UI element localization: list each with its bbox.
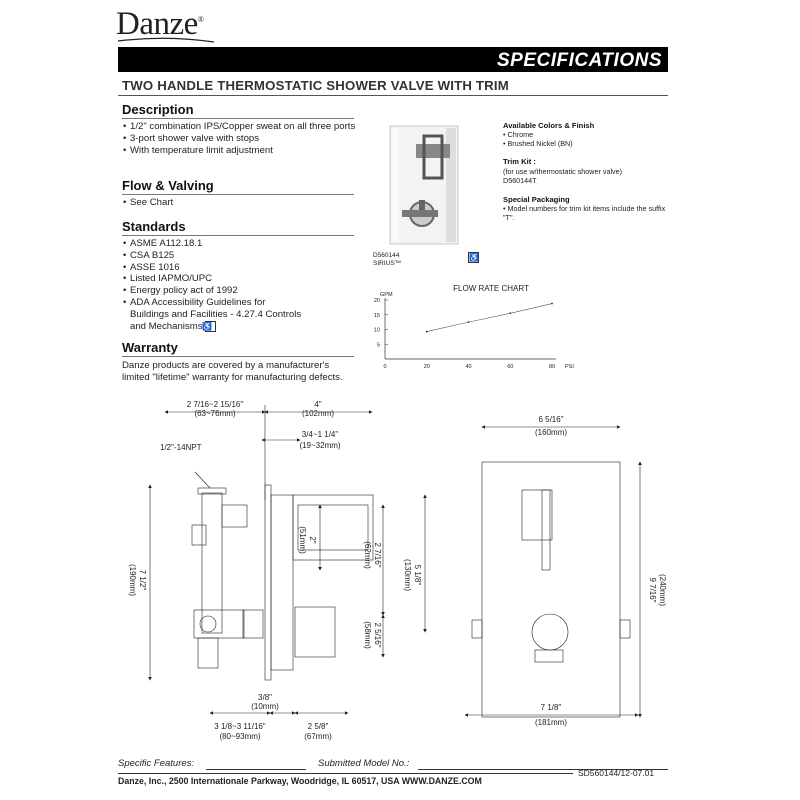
chart-data-point bbox=[426, 331, 428, 333]
description-list bbox=[122, 121, 362, 156]
chart-x-tick-label: 40 bbox=[465, 364, 472, 370]
dim-label: 4" bbox=[314, 400, 322, 409]
danze-logo: Danze® bbox=[116, 6, 204, 42]
list-item: • CSA B125 bbox=[122, 250, 304, 262]
chart-y-tick-label: 5 bbox=[376, 342, 380, 349]
dim-label: 7 1/2" bbox=[138, 569, 147, 591]
dim-label: (58mm) bbox=[363, 621, 372, 649]
description-heading: Description bbox=[122, 102, 194, 117]
specific-features-line[interactable] bbox=[206, 769, 306, 770]
description-rule bbox=[122, 118, 354, 119]
dim-label: 2 5/8" bbox=[307, 722, 329, 731]
trim-note: (for use w/thermostatic shower valve) bbox=[503, 167, 623, 176]
list-item: • 1/2" combination IPS/Copper sweat on all three ports bbox=[122, 121, 362, 133]
chart-data-point bbox=[468, 321, 470, 323]
packaging-heading: Special Packaging bbox=[503, 195, 570, 204]
dim-label: (102mm) bbox=[301, 409, 335, 418]
list-item: • ADA Accessibility Guidelines for Buildings and Facilities - 4.27.4 Controls and Mechanisms ♿ bbox=[122, 297, 304, 332]
flow-rule bbox=[122, 194, 354, 195]
subtitle-rule bbox=[118, 95, 668, 96]
footer-rule bbox=[118, 773, 573, 774]
chart-xlabel: PSI bbox=[565, 364, 574, 370]
list-item: • With temperature limit adjustment bbox=[122, 145, 362, 157]
warranty-rule bbox=[122, 356, 354, 357]
dim-label: (190mm) bbox=[128, 563, 137, 597]
submitted-model-label: Submitted Model No.: bbox=[318, 758, 410, 769]
dim-label: 2 7/16~2 15/16" bbox=[186, 400, 244, 409]
chart-y-tick-label: 20 bbox=[373, 298, 380, 304]
dim-label: (80~93mm) bbox=[219, 732, 261, 741]
trim-details bbox=[503, 167, 622, 185]
dim-label: (10mm) bbox=[251, 702, 279, 711]
dim-label: 7 1/8" bbox=[540, 703, 562, 712]
flow-rate-chart bbox=[366, 280, 586, 374]
dim-label: 3/8" bbox=[258, 693, 272, 702]
chart-y-tick-label: 10 bbox=[373, 327, 380, 334]
standards-rule bbox=[122, 235, 354, 236]
dim-label: (51mm) bbox=[298, 526, 307, 554]
product-subtitle: TWO HANDLE THERMOSTATIC SHOWER VALVE WITH TRIM bbox=[122, 78, 509, 93]
chart-ylabel: GPM bbox=[380, 292, 393, 298]
dim-label: 6 5/16" bbox=[538, 415, 564, 424]
chart-x-tick-label: 60 bbox=[507, 364, 514, 370]
list-item: • See Chart bbox=[122, 197, 362, 209]
warranty-text: Danze products are covered by a manufacturer's limited "lifetime" warranty for manufacturing defects. bbox=[122, 360, 343, 383]
chart-y-tick-label: 15 bbox=[373, 312, 380, 319]
dim-label: 3/4~1 1/4" bbox=[301, 430, 339, 439]
colors-list bbox=[503, 130, 573, 148]
dim-label: (19~32mm) bbox=[299, 441, 341, 450]
wheelchair-icon: ♿ bbox=[205, 321, 216, 332]
dim-label: 2 7/16" bbox=[373, 542, 382, 568]
list-item: • Brushed Nickel (BN) bbox=[503, 139, 573, 148]
list-item: • ASSE 1016 bbox=[122, 262, 304, 274]
dim-label: (181mm) bbox=[534, 718, 568, 727]
trim-model: D560144T bbox=[503, 176, 537, 185]
product-photo bbox=[372, 118, 488, 248]
dim-label: (240mm) bbox=[658, 573, 667, 607]
footer-address: Danze, Inc., 2500 Internationale Parkway, Woodridge, IL 60517, USA WWW.DANZE.COM bbox=[118, 776, 482, 786]
trim-heading: Trim Kit : bbox=[503, 157, 536, 166]
flow-heading: Flow & Valving bbox=[122, 178, 214, 193]
dim-label: 2 5/16" bbox=[373, 622, 382, 648]
dim-label: 1/2"-14NPT bbox=[160, 443, 202, 452]
document-code: SD560144/12-07.01 bbox=[578, 768, 655, 778]
chart-data-point bbox=[551, 303, 553, 305]
product-series: SIRIUS™ bbox=[373, 260, 402, 267]
dim-label: 9 7/16" bbox=[648, 577, 657, 603]
specific-features-label: Specific Features: bbox=[118, 758, 195, 769]
wheelchair-icon: ♿ bbox=[469, 253, 479, 262]
chart-series-line bbox=[427, 304, 552, 332]
list-item: • Model numbers for trim kit items include the suffix "T". bbox=[503, 204, 666, 222]
colors-heading: Available Colors & Finish bbox=[503, 121, 595, 130]
standards-heading: Standards bbox=[122, 219, 186, 234]
product-caption bbox=[373, 252, 401, 268]
warranty-heading: Warranty bbox=[122, 340, 178, 355]
dim-label: 5 1/8" bbox=[413, 564, 422, 586]
dim-label: 3 1/8~3 11/16" bbox=[214, 722, 266, 731]
product-model: D560144 bbox=[373, 252, 400, 259]
logo-swash bbox=[116, 36, 216, 44]
dim-label: (130mm) bbox=[403, 558, 412, 592]
technical-drawing bbox=[110, 395, 680, 750]
dim-label: (160mm) bbox=[534, 428, 568, 437]
list-item: • Chrome bbox=[503, 130, 534, 139]
specifications-title: SPECIFICATIONS bbox=[497, 50, 662, 71]
list-item: • 3-port shower valve with stops bbox=[122, 133, 362, 145]
flow-list bbox=[122, 197, 362, 209]
chart-title: FLOW RATE CHART bbox=[453, 284, 529, 293]
dim-label: (63~76mm) bbox=[194, 409, 236, 418]
chart-x-tick-label: 20 bbox=[423, 364, 430, 370]
standards-list bbox=[122, 238, 304, 332]
packaging-list bbox=[503, 204, 673, 222]
dim-label: (62mm) bbox=[363, 541, 372, 569]
list-item: • ASME A112.18.1 bbox=[122, 238, 304, 250]
dim-label: (67mm) bbox=[304, 732, 332, 741]
chart-data-point bbox=[509, 312, 511, 314]
list-item: • Energy policy act of 1992 bbox=[122, 285, 304, 297]
chart-x-tick-label: 80 bbox=[548, 364, 556, 370]
chart-x-tick-label: 0 bbox=[383, 364, 387, 370]
list-item: • Listed IAPMO/UPC bbox=[122, 273, 304, 285]
dim-label: 2" bbox=[308, 536, 317, 544]
